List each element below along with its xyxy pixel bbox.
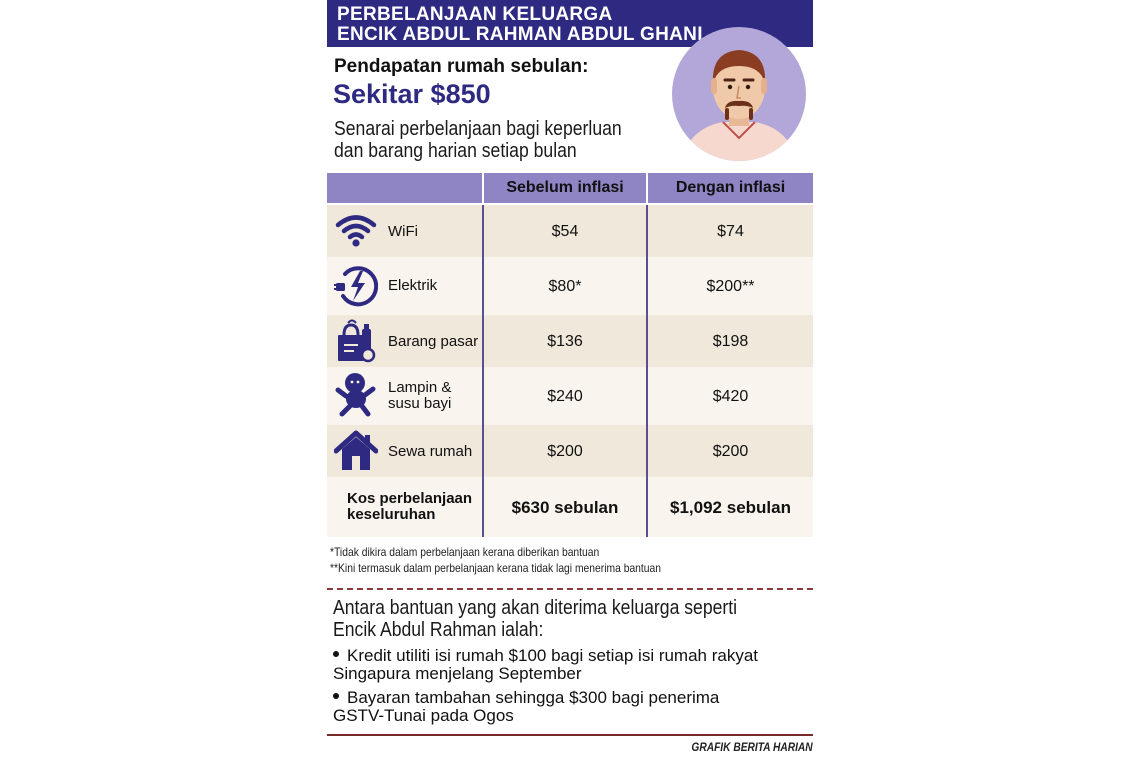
- value-with-inflation: $200**: [706, 278, 755, 295]
- row-label: Elektrik: [388, 277, 438, 294]
- total-before-inflation: $630 sebulan: [511, 498, 619, 517]
- banner-title-line2: ENCIK ABDUL RAHMAN ABDUL GHANI: [337, 24, 703, 45]
- value-before-inflation: $240: [547, 388, 583, 405]
- subtitle-line2: dan barang harian setiap bulan: [334, 140, 577, 162]
- aid-bullet-2: Bayaran tambahan sehingga $300 bagi penerima GSTV-Tunai pada Ogos: [333, 688, 720, 725]
- aid-intro: Antara bantuan yang akan diterima keluarga seperti Encik Abdul Rahman ialah:: [333, 597, 738, 641]
- wifi-icon: [334, 209, 378, 253]
- table-row-total: [327, 477, 813, 537]
- value-before-inflation: $200: [547, 443, 583, 460]
- value-before-inflation: $136: [547, 333, 583, 350]
- table-row-sewa-rumah: [327, 425, 813, 477]
- table-header-before-inflation: Sebelum inflasi: [484, 173, 646, 203]
- groceries-icon: [334, 319, 378, 363]
- value-before-inflation: $80*: [548, 278, 582, 295]
- table-row-wifi: [327, 205, 813, 257]
- house-icon: [334, 429, 378, 473]
- man-avatar-illustration: [671, 26, 807, 162]
- income-label: Pendapatan rumah sebulan:: [334, 56, 589, 77]
- row-label: Barang pasar: [388, 333, 479, 350]
- table-row-lampin-susu-bayi: [327, 367, 813, 425]
- table-row-barang-pasar: [327, 315, 813, 367]
- aid-bullet-1: Kredit utiliti isi rumah $100 bagi setiap isi rumah rakyat Singapura menjelang September: [333, 646, 759, 683]
- row-label: Lampin & susu bayi: [388, 379, 452, 412]
- infographic-card: [327, 0, 813, 760]
- bottom-rule: [327, 734, 813, 736]
- value-before-inflation: $54: [551, 223, 579, 240]
- table-header-item: [327, 173, 482, 203]
- bullet-dot: [333, 651, 339, 657]
- baby-icon: [334, 373, 378, 417]
- table-header-with-inflation: Dengan inflasi: [648, 173, 813, 203]
- value-with-inflation: $200: [712, 443, 749, 460]
- value-with-inflation: $198: [712, 333, 749, 350]
- income-value: Sekitar $850: [333, 79, 491, 109]
- footnote-2: **Kini termasuk dalam perbelanjaan kerana tidak lagi menerima bantuan: [330, 561, 662, 575]
- banner-title-line1: PERBELANJAAN KELUARGA: [337, 4, 613, 25]
- value-with-inflation: $74: [717, 223, 744, 240]
- graphic-credit: GRAFIK BERITA HARIAN: [691, 740, 813, 754]
- electric-icon: [334, 264, 378, 308]
- dashed-divider: [327, 588, 813, 590]
- subtitle-line1: Senarai perbelanjaan bagi keperluan: [334, 118, 622, 140]
- total-with-inflation: $1,092 sebulan: [670, 498, 791, 517]
- value-with-inflation: $420: [712, 388, 749, 405]
- row-label: WiFi: [388, 223, 418, 240]
- subtitle: [334, 118, 622, 162]
- table-row-elektrik: [327, 257, 813, 315]
- bullet-dot: [333, 693, 339, 699]
- row-label: Sewa rumah: [388, 443, 473, 460]
- total-label: Kos perbelanjaan keseluruhan: [347, 490, 473, 523]
- footnote-1: *Tidak dikira dalam perbelanjaan kerana diberikan bantuan: [330, 545, 600, 559]
